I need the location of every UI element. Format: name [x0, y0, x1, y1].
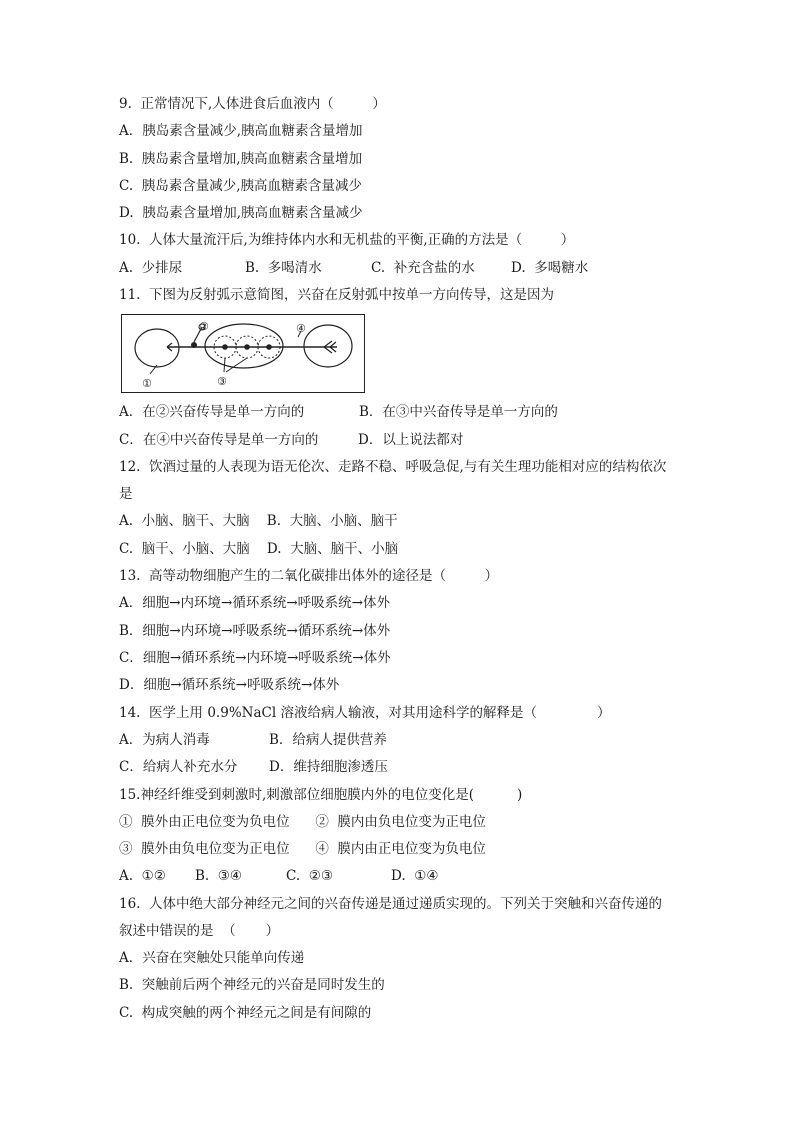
- q11-stem: 11. 下图为反射弧示意简图，兴奋在反射弧中按单一方向传导，这是因为: [119, 287, 555, 303]
- q14-option-b: B．给病人提供营养: [269, 732, 387, 748]
- q15-statements-row2: ③ 膜外由负电位变为正电位 ④ 膜内由正电位变为负电位: [119, 841, 486, 857]
- q16-option-b: B. 突触前后两个神经元的兴奋是同时发生的: [119, 977, 385, 993]
- q15-stem: 15.神经纤维受到刺激时,刺激部位细胞膜内外的电位变化是( ): [119, 787, 523, 803]
- q16-option-a: A．兴奋在突触处只能单向传递: [119, 950, 305, 966]
- q12-stem-line1: 12. 饮酒过量的人表现为语无伦次、走路不稳、呼吸急促,与有关生理功能相对应的结构依次: [119, 459, 667, 475]
- q14-stem: 14. 医学上用 0.9%NaCl 溶液给病人输液，对其用途科学的解释是（ ）: [119, 705, 611, 721]
- q9-option-d: D. 胰岛素含量增加,胰高血糖素含量减少: [119, 205, 363, 221]
- q11-option-d: D．以上说法都对: [358, 432, 464, 448]
- q12-stem-line2: 是: [119, 486, 133, 502]
- q13-option-a: A．细胞→内环境→循环系统→呼吸系统→体外: [119, 595, 390, 611]
- label-1: ①: [142, 377, 152, 390]
- q11-option-c: C．在④中兴奋传导是单一方向的: [119, 432, 319, 448]
- q9-option-c: C. 胰岛素含量减少,胰高血糖素含量减少: [119, 178, 363, 194]
- reflex-arc-diagram: [122, 315, 366, 394]
- q13-option-c: C．细胞→循环系统→内环境→呼吸系统→体外: [119, 650, 391, 666]
- q13-stem: 13. 高等动物细胞产生的二氧化碳排出体外的途径是（ ）: [119, 568, 499, 584]
- q14-option-a: A．为病人消毒: [119, 732, 210, 748]
- q16-stem-line1: 16. 人体中绝大部分神经元之间的兴奋传递是通过递质实现的。下列关于突触和兴奋传递的: [119, 896, 663, 912]
- q15-option-a: A. ①②: [119, 868, 166, 884]
- label-4: ④: [296, 322, 306, 335]
- q14-option-c: C．给病人补充水分: [119, 759, 238, 775]
- q16-option-c: C. 构成突触的两个神经元之间是有间隙的: [119, 1005, 372, 1021]
- q9-option-a: A．胰岛素含量减少,胰高血糖素含量增加: [119, 123, 363, 139]
- q11-option-b: B．在③中兴奋传导是单一方向的: [359, 404, 558, 420]
- label-2: ②: [199, 320, 209, 333]
- q14-option-d: D．维持细胞渗透压: [269, 759, 388, 775]
- q15-option-b: B. ③④: [195, 868, 242, 884]
- q15-option-d: D. ①④: [391, 868, 439, 884]
- q9-stem: 9. 正常情况下,人体进食后血液内（ ）: [119, 96, 386, 112]
- q13-option-d: D．细胞→循环系统→呼吸系统→体外: [119, 677, 340, 693]
- q10-stem: 10. 人体大量流汗后,为维持体内水和无机盐的平衡,正确的方法是（ ）: [119, 232, 575, 248]
- q15-statements-row1: ① 膜外由正电位变为负电位 ② 膜内由负电位变为正电位: [119, 814, 486, 830]
- reflex-arc-figure: [121, 314, 365, 393]
- q12-options-cd: C. 脑干、小脑、大脑 D. 大脑、脑干、小脑: [119, 541, 399, 557]
- q10-option-b: B. 多喝清水: [245, 260, 322, 276]
- q10-option-a: A. 少排尿: [119, 260, 183, 276]
- q10-option-d: D. 多喝糖水: [511, 260, 589, 276]
- q15-option-c: C. ②③: [286, 868, 333, 884]
- q16-stem-line2: 叙述中错误的是 （ ）: [119, 923, 280, 939]
- q9-option-b: B. 胰岛素含量增加,胰高血糖素含量增加: [119, 151, 363, 167]
- q13-option-b: B．细胞→内环境→呼吸系统→循环系统→体外: [119, 623, 391, 639]
- label-3: ③: [217, 375, 227, 388]
- q10-option-c: C. 补充含盐的水: [371, 260, 475, 276]
- q12-options-ab: A. 小脑、脑干、大脑 B. 大脑、小脑、脑干: [119, 513, 398, 529]
- q11-option-a: A．在②兴奋传导是单一方向的: [119, 404, 305, 420]
